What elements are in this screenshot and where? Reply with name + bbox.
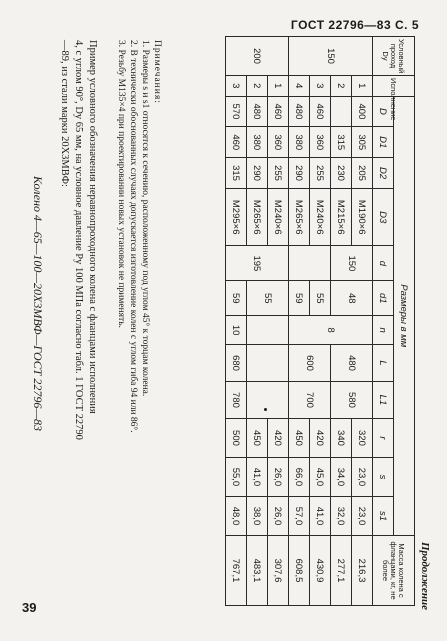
table-cell: 430,9 <box>310 536 331 606</box>
example-line-3: —89, из стали марки 20Х3МВФ: <box>59 40 70 187</box>
table-cell: М265×6 <box>247 188 268 246</box>
table-cell: 480 <box>331 345 373 382</box>
table-cell: 460 <box>310 96 331 127</box>
table-row <box>268 37 289 606</box>
table-cell: М190×6 <box>352 188 373 246</box>
print-dot <box>264 408 267 411</box>
table-cell: 680 <box>226 345 247 382</box>
table-cell <box>247 316 289 345</box>
table-cell: 320 <box>352 418 373 457</box>
table-cell: М240×6 <box>268 188 289 246</box>
table-cell: 700 <box>289 381 331 418</box>
table-cell: 400 <box>352 96 373 127</box>
table-cell: 305 <box>352 127 373 158</box>
table-cell: 340 <box>331 418 352 457</box>
table-cell <box>247 381 289 418</box>
table-cell: 23,0 <box>352 496 373 535</box>
table-cell: 216,3 <box>352 536 373 606</box>
col-header-r: r <box>373 418 394 457</box>
note-1: 1. Размеры s и s1 относятся к сечению, расположенному под углом 45° к торцам колена. <box>140 40 150 397</box>
col-header-L: L <box>373 345 394 382</box>
table-cell: 205 <box>352 158 373 189</box>
table-cell: 767,1 <box>226 536 247 606</box>
designation-sample: Колено 4—65—100—20Х3МВФ—ГОСТ 22796—83 <box>31 176 45 432</box>
col-header-D1: D1 <box>373 127 394 158</box>
table-cell: 315 <box>226 158 247 189</box>
table-cell: 41,0 <box>310 496 331 535</box>
table-cell: 255 <box>268 158 289 189</box>
col-header-d: d <box>373 246 394 281</box>
example-line-1: Пример условного обозначения неравнопроходного колена с фланцами исполнения <box>87 40 98 414</box>
table-cell: 66,0 <box>289 457 310 496</box>
note-3: 3. Резьбу М135×4 при проектировании новых установок не применять. <box>116 40 126 328</box>
table-cell: 26,0 <box>268 457 289 496</box>
table-cell: 38,0 <box>247 496 268 535</box>
table-cell: 1 <box>352 76 373 97</box>
table-cell: 55 <box>247 281 289 316</box>
table-cell: 580 <box>331 381 373 418</box>
rotated-page-content <box>11 36 431 616</box>
table-cell: 380 <box>289 127 310 158</box>
table-cell: 290 <box>289 158 310 189</box>
table-cell: 59 <box>226 281 247 316</box>
page-header <box>0 8 447 38</box>
table-cell: 600 <box>289 345 331 382</box>
table-cell: 360 <box>268 127 289 158</box>
table-header-row <box>394 37 415 606</box>
table-cell: М265×6 <box>289 188 310 246</box>
notes-block <box>115 40 163 606</box>
table-cell: 48 <box>331 281 373 316</box>
table-cell: 277,1 <box>331 536 352 606</box>
table-cell: 460 <box>226 127 247 158</box>
table-cell: 8 <box>289 316 373 345</box>
table-cell <box>289 246 331 281</box>
col-header-n: n <box>373 316 394 345</box>
table-cell: 10 <box>226 316 247 345</box>
table-cell: 32,0 <box>331 496 352 535</box>
table-row <box>226 37 247 606</box>
table-cell: М215×6 <box>331 188 352 246</box>
notes-heading: Примечания: <box>152 40 162 104</box>
dimensions-table <box>225 36 415 606</box>
col-header-ispolnenie: Исполнение <box>373 76 415 97</box>
table-cell: 230 <box>331 158 352 189</box>
col-header-d1: d1 <box>373 281 394 316</box>
table-cell: 57,0 <box>289 496 310 535</box>
table-cell: 150 <box>331 246 373 281</box>
table-cell: 290 <box>247 158 268 189</box>
table-cell: 2 <box>331 76 352 97</box>
table-cell <box>247 345 289 382</box>
table-cell: 255 <box>310 158 331 189</box>
table-cell: 608,5 <box>289 536 310 606</box>
table-cell: 483,1 <box>247 536 268 606</box>
table-cell: 460 <box>268 96 289 127</box>
table-cell: М240×6 <box>310 188 331 246</box>
col-header-s: s <box>373 457 394 496</box>
table-row <box>352 37 373 606</box>
table-cell: 450 <box>289 418 310 457</box>
col-header-L1: L1 <box>373 381 394 418</box>
table-cell: 450 <box>247 418 268 457</box>
table-cell: 3 <box>226 76 247 97</box>
table-cell: 480 <box>289 96 310 127</box>
table-cell <box>331 96 352 127</box>
table-cell: 380 <box>247 127 268 158</box>
table-cell: 41,0 <box>247 457 268 496</box>
table-cell: 55 <box>310 281 331 316</box>
table-cell: 500 <box>226 418 247 457</box>
table-cell: 55,0 <box>226 457 247 496</box>
table-cell: 2 <box>247 76 268 97</box>
table-cell: 48,0 <box>226 496 247 535</box>
table-cell: 34,0 <box>331 457 352 496</box>
note-2: 2. В технически обоснованных случаях допускается изготовление колен с углом гиба 94 или 86°. <box>128 40 138 433</box>
continuation-label: Продолжение <box>419 541 431 610</box>
designation-example <box>57 40 99 606</box>
page-title: ГОСТ 22796—83 С. 5 <box>290 18 419 32</box>
dy-cell: 150 <box>289 37 373 76</box>
col-header-D: D <box>373 96 394 127</box>
table-header-row <box>373 37 394 606</box>
table-cell: 1 <box>268 76 289 97</box>
page-number: 39 <box>22 600 37 615</box>
table-cell: 307,6 <box>268 536 289 606</box>
table-cell: 26,0 <box>268 496 289 535</box>
table-cell: 45,0 <box>310 457 331 496</box>
example-line-2: 4, с углом 90°, Dу 65 мм, на условное давление Pу 100 МПа согласно табл. 1 ГОСТ 22790 <box>73 40 84 440</box>
table-cell: 570 <box>226 96 247 127</box>
col-header-s1: s1 <box>373 496 394 535</box>
col-header-sizes-group: Размеры в мм <box>394 96 415 535</box>
table-cell: 23,0 <box>352 457 373 496</box>
table-cell: 59 <box>289 281 310 316</box>
table-cell: 3 <box>310 76 331 97</box>
dy-cell: 200 <box>226 37 289 76</box>
col-header-D2: D2 <box>373 158 394 189</box>
table-cell: 420 <box>268 418 289 457</box>
table-cell: М295×6 <box>226 188 247 246</box>
col-header-D3: D3 <box>373 188 394 246</box>
col-header-dy: Условный проход Dу <box>373 37 415 76</box>
table-cell: 195 <box>226 246 289 281</box>
col-header-mass: Масса колена с фланцами, кг, не более <box>373 536 415 606</box>
table-cell: 360 <box>310 127 331 158</box>
table-cell: 780 <box>226 381 247 418</box>
table-cell: 480 <box>247 96 268 127</box>
table-cell: 4 <box>289 76 310 97</box>
table-cell: 420 <box>310 418 331 457</box>
table-cell: 315 <box>331 127 352 158</box>
